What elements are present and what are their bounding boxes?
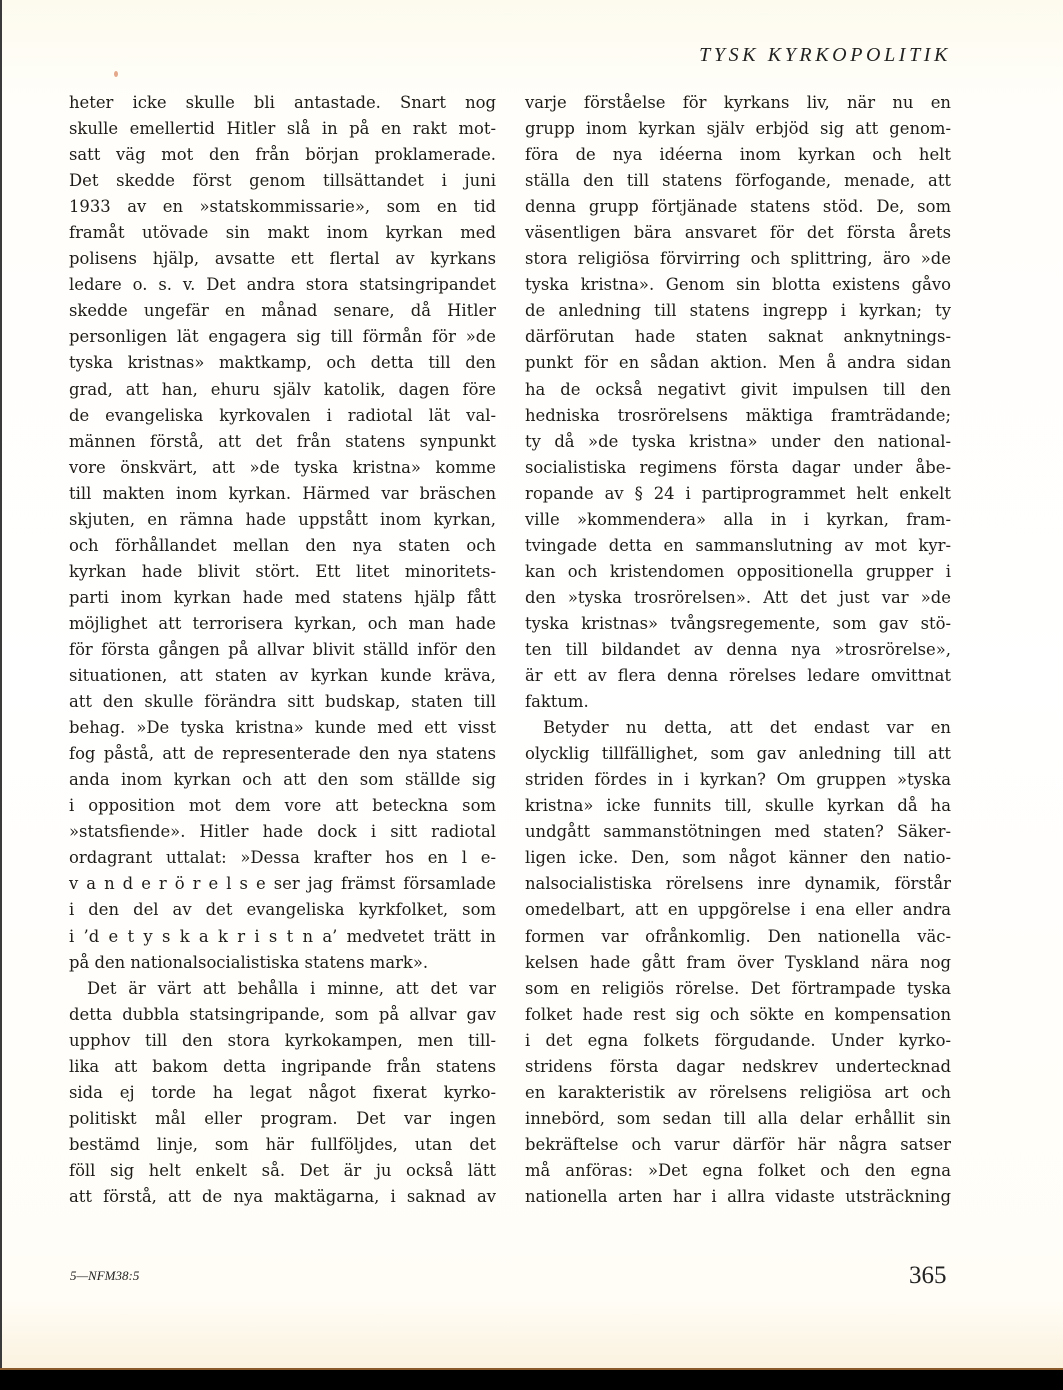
text-line: varje förståelse för kyrkans liv, när nu en <box>525 93 951 112</box>
text-line: skulle emellertid Hitler slå in på en rakt mot- <box>69 119 496 139</box>
text-line: bestämd linje, som här fullföljdes, utan det <box>69 1134 496 1154</box>
text-line: tyska kristna». Genom sin blotta existens gåvo <box>525 275 951 295</box>
text-line: detta dubbla statsingripande, som på allvar gav <box>69 1004 496 1024</box>
text-line: att den skulle förändra sitt budskap, staten till <box>69 692 496 712</box>
scan-border <box>0 1368 1063 1390</box>
text-line: personligen lät engagera sig till förmån för »de <box>69 327 496 347</box>
text-line: hedniska trosrörelsens mäktiga framträdande; <box>525 405 951 425</box>
text-line: kyrkan hade blivit stört. Ett litet minoritets- <box>69 561 496 581</box>
text-line: sida ej torde ha legat något fixerat kyrko- <box>69 1082 496 1102</box>
text-line: Det skedde först genom tillsättandet i juni <box>69 171 496 191</box>
text-line: är ett av flera denna rörelses ledare omvittnat <box>525 666 951 686</box>
text-line: skedde ungefär en månad senare, då Hitler <box>69 301 496 321</box>
text-line: tvingade detta en sammanslutning av mot kyr- <box>525 535 951 555</box>
text-line: framåt utövade sin makt inom kyrkan med <box>69 223 496 243</box>
text-line: polisens hjälp, avsatte ett flertal av kyrkans <box>69 249 496 269</box>
text-line: undgått sammanstötningen med staten? Säker- <box>525 822 951 842</box>
text-line: därförutan hade staten saknat anknytnings- <box>525 327 951 347</box>
text-line: till makten inom kyrkan. Härmed var bräschen <box>69 483 496 503</box>
text-line: i det egna folkets förgudande. Under kyrko- <box>525 1030 951 1050</box>
text-line: kelsen hade gått fram över Tyskland nära nog <box>525 952 951 972</box>
text-line: ropande av § 24 i partiprogrammet helt enkelt <box>525 483 951 503</box>
text-line: på den nationalsocialistiska statens mark». <box>69 952 429 972</box>
text-line: ha de också negativt givit impulsen till den <box>525 379 951 399</box>
text-line: denna grupp förtjänade statens stöd. De, som <box>525 197 951 217</box>
text-line: ligen icke. Den, som något känner den natio- <box>525 848 951 868</box>
text-line: möjlighet att terrorisera kyrkan, och man hade <box>69 613 496 633</box>
text-line: faktum. <box>525 692 589 712</box>
text-line: vore önskvärt, att »de tyska kristna» komme <box>69 457 496 477</box>
text-line: parti inom kyrkan hade med statens hjälp fått <box>69 587 496 607</box>
text-line: omedelbart, att en uppgörelse i ena eller andra <box>525 900 951 920</box>
text-line: grupp inom kyrkan själv erbjöd sig att genom- <box>525 119 951 139</box>
text-line: tyska kristnas» maktkamp, och detta till den <box>69 353 496 373</box>
text-line: de anledning till statens ingrepp i kyrkan; ty <box>525 301 951 321</box>
text-line: politiskt mål eller program. Det var ingen <box>69 1108 496 1128</box>
text-line: männen förstå, att det från statens synpunkt <box>69 431 496 451</box>
text-line: ty då »de tyska kristna» under den national- <box>525 431 951 451</box>
text-line: ordagrant uttalat: »Dessa krafter hos en l e- <box>69 848 496 868</box>
text-line: som en religiös rörelse. Det förtrampade tyska <box>525 978 951 998</box>
text-line: kristna» icke funnits till, skulle kyrkan då ha <box>525 796 951 816</box>
text-line: stora religiösa förvirring och splittring, äro »de <box>525 249 951 269</box>
left-column <box>69 90 496 1210</box>
text-line: socialistiska regimens första dagar under åbe- <box>525 457 951 477</box>
text-line: Det är värt att behålla i minne, att det var <box>87 978 496 998</box>
text-line: i ’d e t y s k a k r i s t n a’ medvetet trätt in <box>69 926 496 946</box>
text-line: punkt för en sådan aktion. Men å andra sidan <box>525 353 951 373</box>
text-line: upphov till den stora kyrkokampen, men till- <box>69 1030 496 1050</box>
text-line: ten till bildandet av denna nya »trosrörelse», <box>525 639 951 659</box>
text-line: heter icke skulle bli antastade. Snart nog <box>69 93 496 112</box>
text-line: föll sig helt enkelt så. Det är ju också lätt <box>69 1160 496 1180</box>
text-line: »statsfiende». Hitler hade dock i sitt radiotal <box>69 822 496 842</box>
text-line: och förhållandet mellan den nya staten och <box>69 535 496 555</box>
text-line: bekräftelse och varur därför här några satser <box>525 1134 951 1154</box>
text-line: i den del av det evangeliska kyrkfolket, som <box>69 900 496 920</box>
ink-speck <box>114 71 118 77</box>
text-line: en karakteristik av rörelsens religiösa art och <box>525 1082 951 1102</box>
text-line: fog påstå, att de representerade den nya statens <box>69 744 496 764</box>
text-line: nalsocialistiska rörelsens inre dynamik, förstår <box>525 874 951 894</box>
text-line: de evangeliska kyrkovalen i radiotal lät val- <box>69 405 496 425</box>
text-line: v a n d e r ö r e l s e ser jag främst församlade <box>69 874 496 894</box>
text-line: kan och kristendomen oppositionella grupper i <box>525 561 951 581</box>
text-line: lika att bakom detta ingripande från statens <box>69 1056 496 1076</box>
text-line: för första gången på allvar blivit ställd inför den <box>69 639 496 659</box>
text-line: behag. »De tyska kristna» kunde med ett visst <box>69 718 496 738</box>
text-line: föra de nya idéerna inom kyrkan och helt <box>525 145 951 165</box>
printer-signature: 5—NFM38:5 <box>70 1268 140 1283</box>
text-line: nationella arten har i allra vidaste utsträckning <box>525 1186 951 1206</box>
page-number: 365 <box>909 1262 947 1289</box>
running-title: TYSK KYRKOPOLITIK <box>699 44 951 66</box>
text-line: olycklig tillfällighet, som gav anledning till att <box>525 744 951 764</box>
text-line: situationen, att staten av kyrkan kunde kräva, <box>69 666 496 686</box>
text-line: 1933 av en »statskommissarie», som en tid <box>69 197 496 217</box>
text-line: Betyder nu detta, att det endast var en <box>543 718 951 738</box>
right-column <box>525 90 951 1210</box>
text-line: den »tyska trosrörelsen». Att det just var »de <box>525 587 951 607</box>
text-line: må anföras: »Det egna folket och den egna <box>525 1160 951 1180</box>
text-line: ledare o. s. v. Det andra stora statsingripandet <box>69 275 496 295</box>
text-line: innebörd, som sedan till alla delar erhållit sin <box>525 1108 951 1128</box>
text-line: skjuten, en rämna hade uppstått inom kyrkan, <box>69 509 496 529</box>
text-line: grad, att han, ehuru själv katolik, dagen före <box>69 379 496 399</box>
text-line: att förstå, att de nya maktägarna, i saknad av <box>69 1186 496 1206</box>
text-line: anda inom kyrkan och att den som ställde sig <box>69 770 496 790</box>
text-line: ställa den till statens förfogande, menade, att <box>525 171 951 191</box>
text-line: väsentligen bära ansvaret för det första årets <box>525 223 951 243</box>
text-line: folket hade rest sig och sökte en kompensation <box>525 1004 951 1024</box>
text-line: formen var ofrånkomlig. Den nationella väc- <box>525 926 951 946</box>
text-line: ville »kommendera» alla in i kyrkan, fram- <box>525 509 951 529</box>
text-line: i opposition mot dem vore att beteckna som <box>69 796 496 816</box>
text-line: stridens första dagar nedskrev undertecknad <box>525 1056 951 1076</box>
text-line: satt väg mot den från början proklamerade. <box>69 145 496 165</box>
text-line: striden fördes in i kyrkan? Om gruppen »tyska <box>525 770 951 790</box>
text-line: tyska kristnas» tvångsregemente, som gav stö- <box>525 613 951 633</box>
